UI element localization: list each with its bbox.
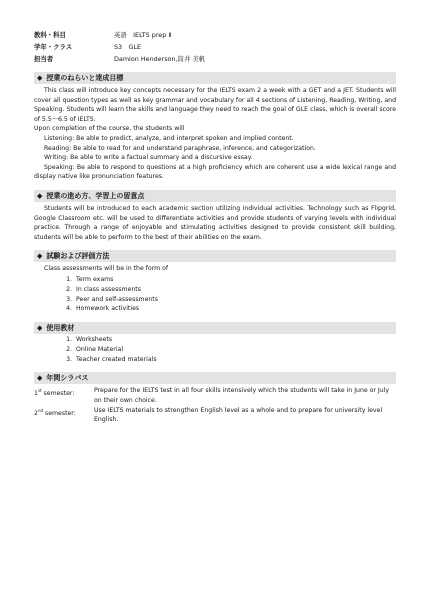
assessment-intro: Class assessments will be in the form of — [44, 265, 169, 273]
method-body: Students will be introduced to each academic section utilizing individual activities. Technology such as Flipgrid, Google Classroom etc. will be used to differentiate activities and provide students of varying levels with individual practice. Through a range of enjoyable and stimulating activities designed to provide consistent skill building, students will be able to perform to the best of their abilities on the exam. — [34, 204, 396, 241]
teacher-label: 担当者 — [34, 55, 54, 63]
goals-writing: Writing: Be able to write a factual summary and a discursive essay. — [44, 154, 253, 162]
course-meta — [34, 30, 396, 64]
semester-word: semester: — [43, 409, 76, 417]
semester-word: semester: — [41, 390, 75, 398]
syllabus-schedule — [34, 386, 396, 424]
goals-listening: Listening: Be able to predict, analyze, and interpret spoken and implied content. — [44, 134, 294, 142]
section-goals-heading — [34, 72, 396, 84]
semester-ordinal: nd — [37, 407, 44, 413]
subject-value: 英語 IELTS prep Ⅱ — [114, 31, 172, 39]
materials-list — [34, 335, 396, 364]
section-syllabus-title: 年間シラバス — [46, 374, 89, 383]
semester-text: Prepare for the IELTS test in all four skills intensively which the students will take in June or July on their own choice. — [94, 387, 390, 405]
semester-number: 2 — [34, 409, 38, 417]
semester-ordinal: st — [37, 388, 42, 394]
goals-intro: This class will introduce key concepts necessary for the IELTS exam 2 a week with a GET and a JET. Students will cover all question types as well as key grammar and vocabulary for all 4 sections of Listening, Reading, Writing, and Speaking. Students will learn the skills and language they need to reach the goal of GLE class, which is overall score of 5.5～6.5 of IELTS. — [34, 87, 396, 123]
section-goals-title: 授業のねらいと達成目標 — [46, 74, 124, 82]
grade-value: S3 GLE — [114, 43, 142, 51]
section-syllabus-heading — [34, 372, 396, 384]
list-item: 4. Homework activities — [74, 304, 396, 314]
assessment-list — [34, 275, 396, 314]
list-item: 3. Peer and self-assessments — [74, 295, 396, 305]
goals-upon: Upon completion of the course, the students will — [34, 125, 185, 133]
subject-label: 教科・科目 — [34, 31, 66, 39]
section-assessment-heading — [34, 250, 396, 262]
goals-speaking: Speaking: Be able to respond to questions at a high proficiency which are coherent use a wide lexical range and display native like pronunciation features. — [34, 163, 396, 181]
teacher-value: Damion Henderson,筒井 美帆 — [114, 55, 206, 63]
list-item: 2. Online Material — [74, 345, 396, 355]
section-method-title: 授業の進め方、学習上の留意点 — [46, 191, 145, 200]
diamond-icon: ◆ — [37, 252, 43, 261]
diamond-icon: ◆ — [37, 374, 43, 383]
diamond-icon: ◆ — [37, 191, 43, 200]
grade-label: 学年・クラス — [34, 43, 73, 51]
section-materials-heading — [34, 322, 396, 334]
semester-row — [34, 406, 396, 425]
diamond-icon: ◆ — [37, 74, 43, 82]
section-assessment-title: 試験および評価方法 — [46, 252, 110, 261]
diamond-icon: ◆ — [37, 324, 43, 333]
goals-reading: Reading: Be able to read for and understand paraphrase, inference, and categorization. — [44, 144, 316, 152]
semester-label — [34, 386, 94, 405]
list-item: 1. Worksheets — [74, 335, 396, 345]
semester-label — [34, 406, 94, 425]
section-method-heading — [34, 190, 396, 202]
list-item: 2. In class assessments — [74, 285, 396, 295]
list-item: 1. Term exams — [74, 275, 396, 285]
section-materials-title: 使用教材 — [46, 324, 75, 333]
semester-text: Use IELTS materials to strengthen English level as a whole and to prepare for university level English. — [94, 406, 383, 424]
list-item: 3. Teacher created materials — [74, 355, 396, 365]
semester-row — [34, 386, 396, 405]
semester-number: 1 — [34, 390, 38, 398]
